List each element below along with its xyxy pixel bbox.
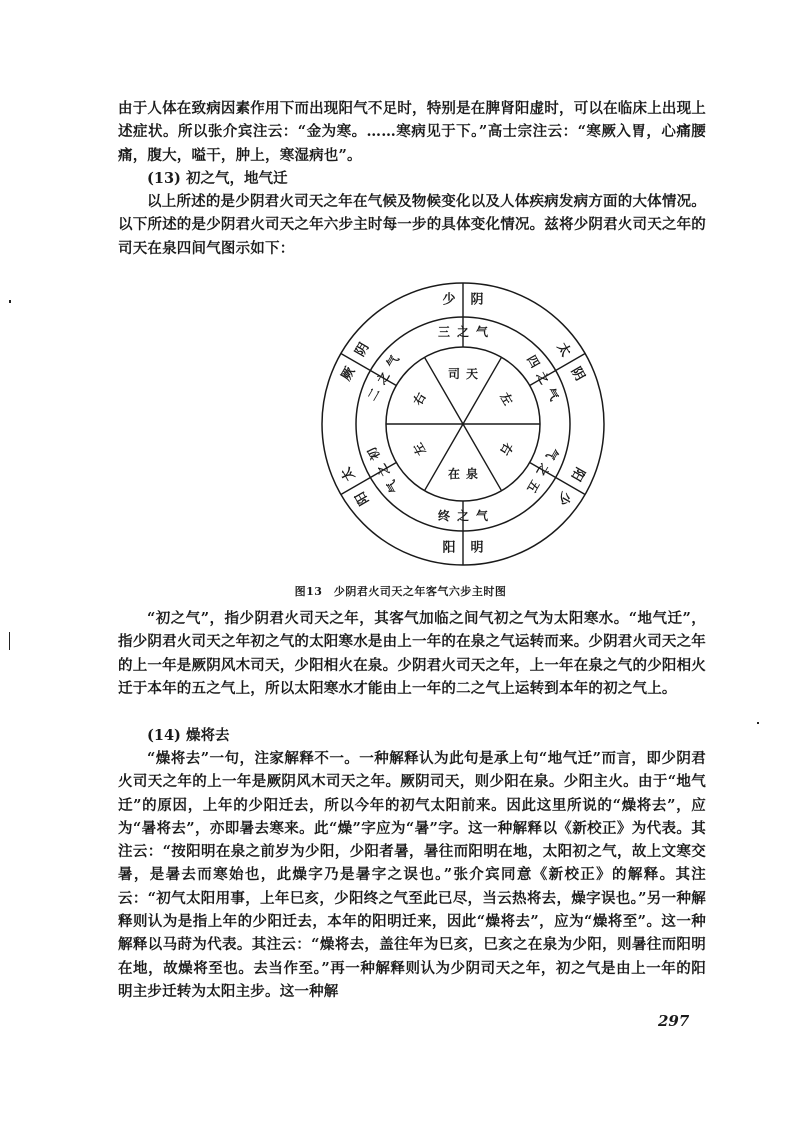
svg-text:阴: 阴 — [352, 340, 373, 360]
svg-text:四: 四 — [524, 352, 543, 371]
step-label-lower-right — [524, 445, 562, 495]
svg-text:阳: 阳 — [442, 540, 456, 556]
svg-text:气: 气 — [383, 352, 402, 371]
step-label-lower-left — [364, 445, 402, 496]
center-label-top — [448, 366, 478, 381]
paragraph-figure-intro: 以上所述的是少阴君火司天之年在气候及物候变化以及人体疾病发病方面的大体情况。以下所述的是少阴君火司天之年六步主时每一步的具体变化情况。兹将少阴君火司天之年的司天在泉四间气图示如下： — [118, 193, 706, 257]
svg-text:少: 少 — [442, 292, 456, 308]
svg-text:司: 司 — [447, 367, 461, 381]
svg-text:三: 三 — [437, 325, 451, 339]
paragraph-intro: 由于人体在致病因素作用下而出现阳气不足时，特别是在脾肾阳虚时，可以在临床上出现上述症状。所以张介宾注云：“金为寒。……寒病见于下。”高士宗注云：“寒厥入胃，心痛腰痛，腹大，嗌干，肿上，寒湿病也”。 — [118, 100, 706, 164]
scan-speck — [757, 722, 759, 724]
svg-text:右: 右 — [410, 390, 429, 408]
svg-text:在: 在 — [447, 467, 461, 481]
svg-text:之: 之 — [456, 325, 470, 339]
svg-text:二: 二 — [364, 385, 383, 404]
svg-text:阳: 阳 — [567, 464, 588, 484]
svg-text:厥: 厥 — [338, 364, 359, 384]
svg-text:右: 右 — [497, 440, 516, 458]
section-heading-13: (13) 初之气，地气迁 — [147, 170, 288, 187]
svg-text:泉: 泉 — [465, 467, 479, 481]
svg-text:少: 少 — [553, 488, 574, 508]
center-label-lower-right — [497, 440, 516, 458]
scan-speck — [9, 632, 10, 650]
page-number: 297 — [658, 1012, 690, 1030]
svg-text:天: 天 — [465, 367, 479, 381]
svg-text:气: 气 — [475, 325, 489, 339]
center-label-upper-right — [497, 390, 516, 408]
center-label-bottom — [448, 466, 478, 481]
svg-text:阳: 阳 — [352, 488, 373, 508]
svg-text:初: 初 — [364, 444, 383, 463]
svg-text:气: 气 — [543, 444, 562, 463]
svg-text:左: 左 — [410, 440, 429, 458]
center-label-upper-left — [410, 390, 429, 408]
svg-text:明: 明 — [470, 540, 484, 556]
section-heading-14: (14) 燥将去 — [147, 727, 230, 744]
svg-text:气: 气 — [475, 509, 489, 523]
step-label-upper-left — [365, 351, 403, 403]
svg-text:气: 气 — [543, 385, 562, 404]
qi-cycle-diagram — [318, 278, 608, 570]
step-label-upper-right — [524, 353, 562, 404]
paragraph-first-qi: “初之气”，指少阴君火司天之年，其客气加临之间气初之气为太阳寒水。“地气迁”，指少阴君火司天之年初之气的太阳寒水是由上一年的在泉之气运转而来。少阴君火司天之年的上一年是厥阴风木司天，少阳相火在泉。少阴君火司天之年，上一年在泉之气的少阳相火迁于本年的五之气上，所以太阳寒水才能由上一年的二之气上运转到本年的初之气上。 — [118, 610, 706, 697]
svg-text:五: 五 — [524, 477, 543, 496]
scan-speck — [9, 300, 11, 303]
svg-text:之: 之 — [374, 369, 393, 387]
svg-text:之: 之 — [456, 509, 470, 523]
step-label-bottom — [438, 508, 489, 523]
paragraph-dryness: “燥将去”一句，注家解释不一。一种解释认为此句是承上句“地气迁”而言，即少阴君火司天之年的上一年是厥阴风木司天之年。厥阴司天，则少阳在泉。少阳主火。由于“地气迁”的原因，上年的少阳迁去，所以今年的初气太阳前来。因此这里所说的“燥将去”，应为“暑将去”，亦即暑去寒来。此“燥”字应为“暑”字。这一种解释以《新校正》为代表。其注云：“按阳明在泉之前岁为少阳，少阳者暑，暑往而阳明在地，太阳初之气，故上文寒交暑，是暑去而寒始也，此燥字乃是暑字之误也。”张介宾同意《新校正》的解释。其注云：“初气太阳用事，上年巳亥，少阳终之气至此已尽，当云热将去，燥字误也。”另一种解释则认为是指上年的少阳迁去，本年的阳明迁来，因此“燥将去”，应为“燥将至”。这一种解释以马莳为代表。其注云：“燥将去，盖往年为巳亥，巳亥之在泉为少阳，则暑往而阳明在地，故燥将至也。去当作至。”再一种解释则认为少阴司天之年，初之气是由上一年的阳明主步迁转为太阳主步。这一种解 — [118, 750, 706, 1000]
svg-text:阴: 阴 — [567, 364, 588, 384]
figure-caption: 图13 少阴君火司天之年客气六步主时图 — [294, 585, 507, 598]
svg-text:阴: 阴 — [470, 292, 484, 308]
svg-text:之: 之 — [374, 461, 393, 479]
svg-text:气: 气 — [383, 477, 402, 496]
svg-text:太: 太 — [553, 340, 574, 360]
svg-text:之: 之 — [533, 461, 552, 479]
step-label-top — [438, 324, 489, 339]
svg-text:终: 终 — [437, 509, 451, 523]
svg-text:之: 之 — [533, 369, 552, 387]
center-label-lower-left — [410, 440, 429, 458]
svg-text:太: 太 — [338, 464, 359, 484]
svg-text:左: 左 — [497, 390, 516, 408]
